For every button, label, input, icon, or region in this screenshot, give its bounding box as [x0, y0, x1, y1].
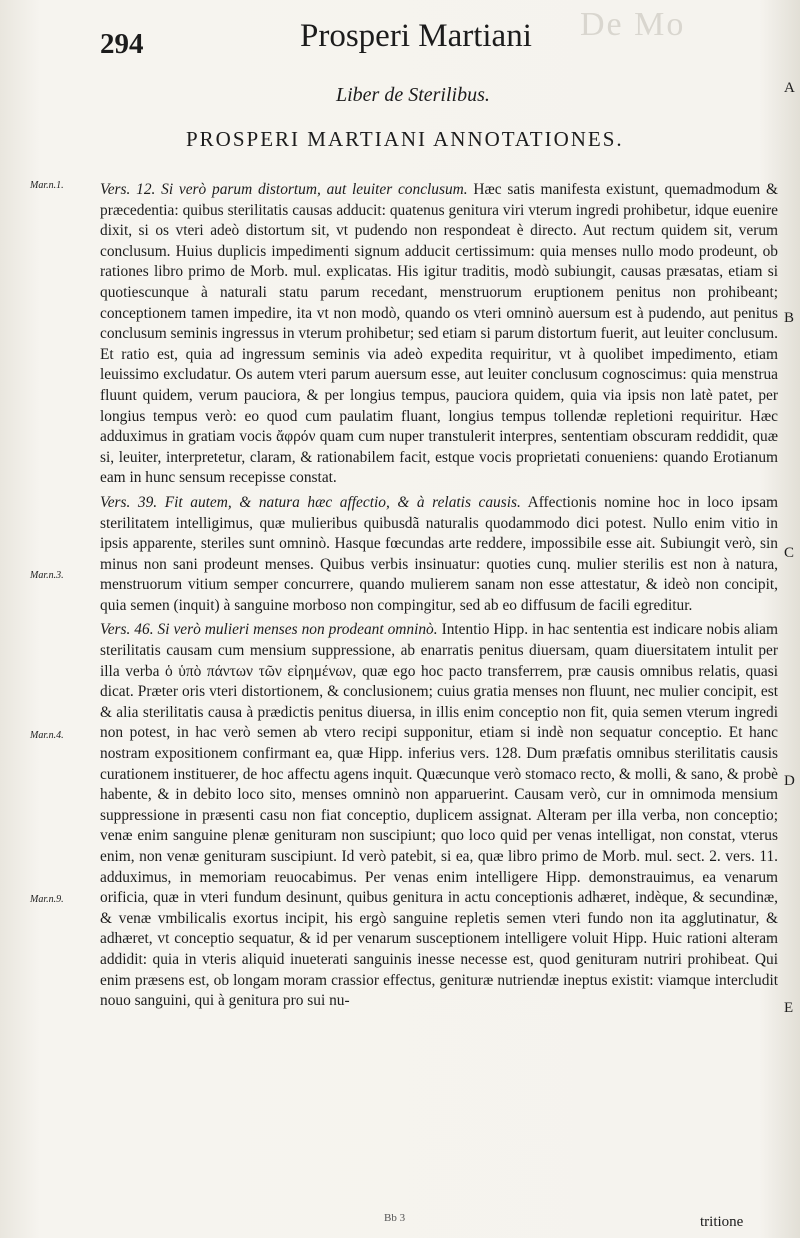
annotation-body: [100, 180, 778, 1012]
annotations-title: PROSPERI MARTIANI ANNOTATIONES.: [186, 127, 624, 151]
page-number: 294: [100, 28, 144, 60]
paragraph-text: Hæc satis manifesta existunt, quemadmodum & præcedentia: quibus sterilitatis causas adducit: quatenus genitura viri vterum ingredi prohibetur, idque euenire dixit, si os vteri adeò distortum sit, vt pudendo non respondeat è directo. Aut rectum quidem sit, verum conclusum. Huius duplicis impedimenti signum adducit certissimum: quia menses nullo modo prodeunt, ob rationes libro primo de Morb. mul. explicatas. His igitur traditis, modò subiungit, causas præsatas, etiam si quotiescunque à naturali statu parum recedant, menstruorum eruptionem penitus non prohibeant; conceptionem tamen impedire, ita vt non modò, quando os vteri omninò auersum est à pudendo, aut penitus conclusum seminis ingressus in vterum prohibetur; sed etiam si parum distortum fuerit, aut leuiter conclusum. Et ratio est, quia ad ingressum seminis via adeò expedita requiritur, vt à quolibet impedimento, etiam leuissimo excludatur. Os autem vteri parum auersum esse, aut leuiter conclusum cognoscimus: quia menstrua fluunt quidem, verum pauciora, & per longius tempus, pauciora quidem, quia via ipsis non latè patet, per longius tempus verò: eo quod cum paulatim fluant, longius tempus tollendæ repletioni requiritur. Hæc adduximus in gratiam vocis ἄφρόν quam cum nuper transtulerit interpres, sententiam obscuram reddidit, quæ si, leuiter, interpretetur, claram, & rationabilem facit, estque vocis proprietati conueniens: quando Erotianum eam in hunc sensum recepisse constat.: [100, 181, 778, 487]
marginal-note: Mar.n.1.: [30, 180, 64, 191]
verse-heading: Vers. 12. Si verò parum distortum, aut leuiter conclusum.: [100, 181, 468, 198]
running-head: Prosperi Martiani: [300, 18, 532, 54]
paragraph-text: Affectionis nomine hoc in loco ipsam sterilitatem intelligimus, quæ mulieribus quibusdã naturalis quodammodo dici potest. Nullo enim vitio in ipsis apparente, steriles sunt omninò. Hasque fœcundas arte reddere, impossibile esse ait. Subiungit verò, sin minus non sani prodeunt menses. Quibus verbis insinuatur: quoties cunq. mulier sterilis est non à natura, menstruorum vitium semper concurrere, quando mulierem sanam non esse attestatur, & ideò non concipit, quia semen (inquit) à sanguine morboso non compingitur, sed ab eo diffusum de facili egreditur.: [100, 493, 778, 614]
margin-letter-c: C: [784, 545, 795, 561]
signature-mark: Bb 3: [384, 1212, 406, 1224]
margin-letter-a: A: [784, 80, 795, 96]
show-through-heading: De Mo: [580, 6, 686, 43]
paragraph-text: Intentio Hipp. in hac sententia est indicare nobis aliam sterilitatis causam cum mensium suppressione, ab enarratis penitus diuersam, quam diuersitatem intulit per illa verba ὁ ὑπὸ πάντων τῶν εἰρημένων, quæ ego hoc pacto transferrem, præ causis omnibus relatis, quasi dicat. Præter oris vteri distortionem, & conclusionem; cuius gratia menses non fluunt, nec mulier concipit, est & alia sterilitatis causa à prædictis penitus diuersa, in illis enim conceptio non fit, quia semen vterum ingredi non potest, in hac verò semen ab vtero recipi supponitur, etiam si indè non sequatur conceptio. Et hanc nostram expositionem confirmant ea, quæ Hipp. inferius vers. 128. Dum præfatis omnibus sterilitatis causis curationem instituerer, de hoc affectu agens inquit. Quæcunque verò stomaco recto, & molli, & sano, & probè habente, & in debito loco sito, menses omninò non apparuerint. Causam verò, cur in omnimoda mensium suppressione in præsenti casu non fiat conceptio, duplicem assignat. Alteram per illa verba, non conceptio; venæ enim sanguine plenæ genituram non suscipiunt; quo loco quid per venas intelligat, non constat, vterus enim, non venæ genituram suscipiunt. Id verò patebit, si ea, quæ libro primo de Morb. mul. sect. 2. vers. 11. adduximus, in memoriam reuocabimus. Per venas enim intelligere Hipp. demonstrauimus, ea venarum orificia, quæ in vteri fundum desinunt, quibus genitura in actu conceptionis adhæret, indèque, & secundinæ, & venæ vmbilicalis exortus incipit, his ergò sanguine repletis semen vteri fundo non ita agglutinatur, & adhæret, vt conceptio sequatur, & id per venarum susceptionem intelligere voluit Hipp. Huic rationi alteram addidit: quia in vteris aliquid inueterati sanguinis inesse necesse est, quod genituram nutriri prohibeat. Qui enim præsens est, ob longam moram crassior effectus, genituræ nutriendæ ineptus existit: viamque intercludit nouo sanguini, qui à genitura pro sui nu-: [100, 621, 778, 1010]
marginal-note: Mar.n.9.: [30, 894, 64, 905]
marginal-note: Mar.n.3.: [30, 570, 64, 581]
catchword: tritione: [700, 1214, 744, 1230]
margin-letter-d: D: [784, 773, 795, 789]
verse-heading: Vers. 39. Fit autem, & natura hæc affectio, & à relatis causis.: [100, 493, 521, 511]
verse-heading: Vers. 46. Si verò mulieri menses non prodeant omninò.: [100, 621, 438, 639]
paragraph: [100, 180, 778, 489]
paragraph: [100, 620, 778, 1011]
marginal-note: Mar.n.4.: [30, 730, 64, 741]
paragraph: [100, 493, 778, 617]
margin-letter-e: E: [784, 1000, 794, 1016]
margin-letter-b: B: [784, 310, 795, 326]
subtitle: Liber de Sterilibus.: [336, 84, 490, 106]
